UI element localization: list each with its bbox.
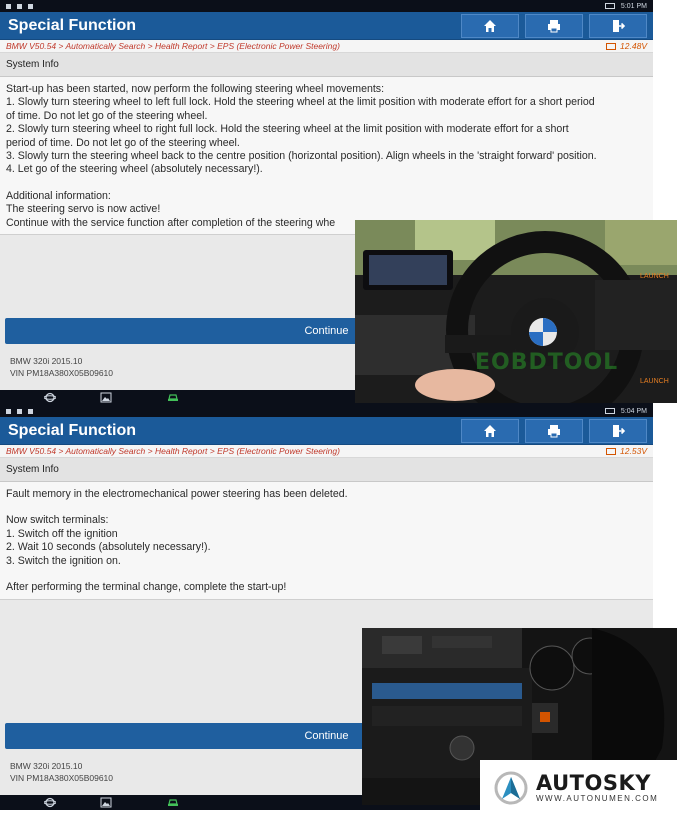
browser-icon[interactable]: [44, 392, 56, 403]
home-icon: [482, 18, 498, 34]
status-time: 5:04 PM: [620, 407, 647, 415]
text-line: 3. Switch the ignition on.: [6, 554, 121, 567]
text-line: 4. Let go of the steering wheel (absolutely necessary!).: [6, 163, 263, 176]
car-icon[interactable]: [167, 797, 179, 808]
vehicle-info: [10, 760, 113, 784]
video-inset-steering-wheel: [355, 220, 677, 403]
vehicle-vin: VIN PM18A380X05B09610: [10, 368, 114, 378]
home-icon: [482, 423, 498, 439]
print-button[interactable]: [525, 14, 583, 38]
svg-text:LAUNCH: LAUNCH: [640, 273, 669, 280]
breadcrumb: [0, 40, 653, 53]
title-bar: [0, 417, 653, 445]
page-title: Special Function: [8, 16, 137, 34]
home-button[interactable]: [461, 14, 519, 38]
voltage-indicator: [606, 41, 647, 51]
text-line: Fault memory in the electromechanical power steering has been deleted.: [6, 488, 348, 500]
breadcrumb-text: BMW V50.54 > Automatically Search > Health Report > EPS (Electronic Power Steering): [6, 41, 340, 51]
logo-name: AUTOSKY: [536, 771, 651, 795]
gallery-icon[interactable]: [100, 392, 112, 403]
text-line: period of time. Do not let go of the steering wheel.: [6, 136, 240, 149]
continue-button[interactable]: Continue: [5, 318, 648, 344]
text-line: Continue with the service function after completion of the steering whe: [6, 216, 336, 229]
text-line: 3. Slowly turn the steering wheel back to the centre position (horizontal position). Align wheels in the 'straight forward' position.: [6, 150, 597, 163]
print-icon: [546, 18, 562, 34]
vehicle-model: BMW 320i 2015.10: [10, 761, 83, 771]
voltage-value: 12.48V: [620, 41, 647, 51]
status-bar: [0, 0, 653, 12]
notification-icon: [17, 409, 22, 414]
text-line: Additional information:: [6, 189, 111, 202]
status-bar: [0, 405, 653, 417]
text-line: 2. Wait 10 seconds (absolutely necessary!).: [6, 541, 211, 554]
vehicle-vin: VIN PM18A380X05B09610: [10, 773, 114, 783]
home-button[interactable]: [461, 419, 519, 443]
exit-button[interactable]: [589, 419, 647, 443]
battery-icon: [605, 3, 615, 9]
section-header: System Info: [0, 53, 653, 77]
section-header: System Info: [0, 458, 653, 482]
print-icon: [546, 423, 562, 439]
logo-url: WWW.AUTONUMEN.COM: [536, 794, 659, 803]
instruction-text: [0, 482, 653, 600]
text-line: 1. Switch off the ignition: [6, 527, 118, 540]
notification-icon: [28, 409, 33, 414]
autosky-logo-mark: [494, 771, 528, 805]
exit-icon: [610, 18, 626, 34]
exit-icon: [610, 423, 626, 439]
brand-tag: LAUNCH: [640, 378, 669, 385]
notification-icon: [6, 4, 11, 9]
breadcrumb-text: BMW V50.54 > Automatically Search > Health Report > EPS (Electronic Power Steering): [6, 446, 340, 456]
title-bar: [0, 12, 653, 40]
text-line: The steering servo is now active!: [6, 203, 161, 216]
voltage-icon: [606, 448, 616, 455]
gallery-icon[interactable]: [100, 797, 112, 808]
autosky-logo: [480, 760, 677, 815]
vehicle-model: BMW 320i 2015.10: [10, 356, 83, 366]
voltage-icon: [606, 43, 616, 50]
text-line: 1. Slowly turn steering wheel to left full lock. Hold the steering wheel at the limit position with moderate effort for a short period: [6, 96, 595, 109]
notification-icon: [6, 409, 11, 414]
text-line: After performing the terminal change, complete the start-up!: [6, 581, 287, 594]
notification-icon: [28, 4, 33, 9]
car-icon[interactable]: [167, 392, 179, 403]
text-line: of time. Do not let go of the steering wheel.: [6, 109, 208, 122]
instruction-text: [0, 77, 653, 235]
status-time: 5:01 PM: [620, 2, 647, 10]
continue-button[interactable]: Continue: [5, 723, 648, 749]
watermark: EOBDTOOL: [475, 350, 619, 375]
exit-button[interactable]: [589, 14, 647, 38]
breadcrumb: [0, 445, 653, 458]
browser-icon[interactable]: [44, 797, 56, 808]
voltage-value: 12.53V: [620, 446, 647, 456]
text-line: Start-up has been started, now perform the following steering wheel movements:: [6, 83, 385, 95]
steering-wheel-photo: [355, 220, 677, 403]
text-line: Now switch terminals:: [6, 514, 109, 527]
voltage-indicator: [606, 446, 647, 456]
notification-icon: [17, 4, 22, 9]
battery-icon: [605, 408, 615, 414]
print-button[interactable]: [525, 419, 583, 443]
vehicle-info: [10, 355, 113, 379]
text-line: 2. Slowly turn steering wheel to right full lock. Hold the steering wheel at the limit position with moderate effort for a short: [6, 123, 569, 136]
page-title: Special Function: [8, 421, 137, 439]
